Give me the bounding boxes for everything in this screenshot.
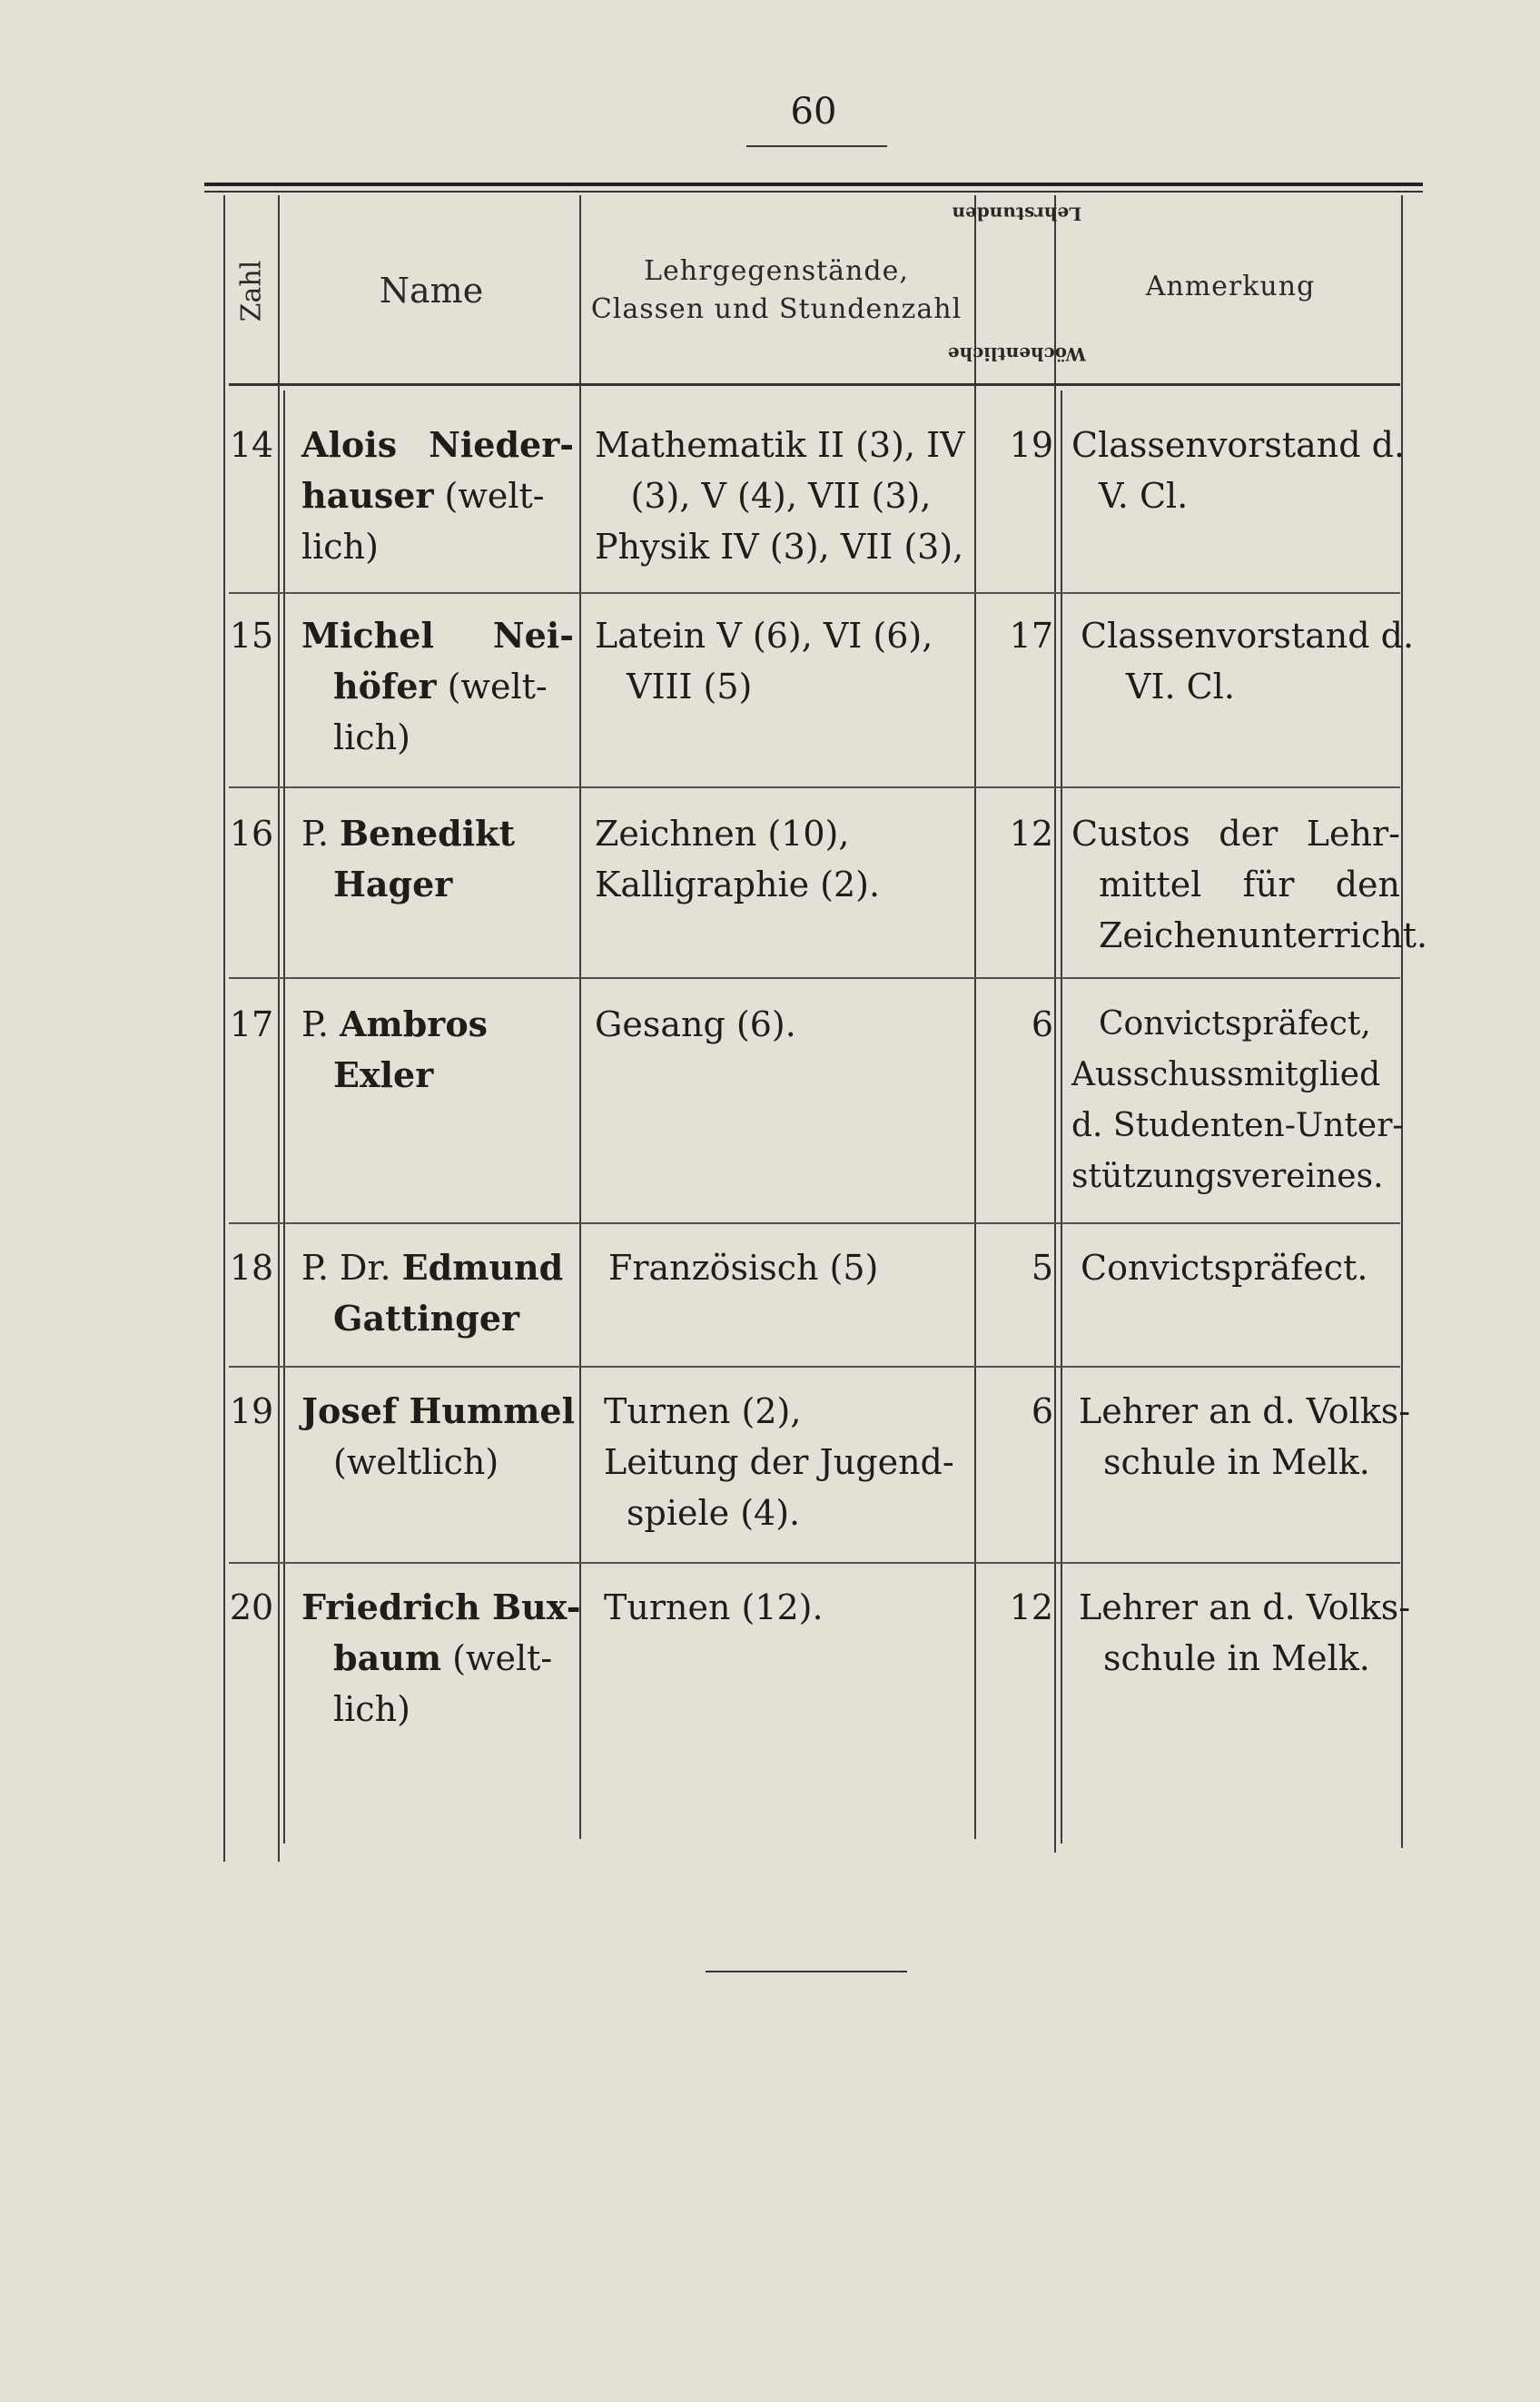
remark [1071,610,1415,712]
weekly-hours: 12 [1009,814,1053,854]
remark-line: Classenvorstand d. [1071,425,1406,465]
column-divider [1054,195,1056,1853]
remark-line: Lehrer an d. Volks- [1079,1391,1411,1431]
subject-line: Zeichnen (10), [595,814,850,854]
name-line: hauser (welt- [301,475,545,516]
name-line: Josef Hummel [301,1390,576,1431]
remark-line: d. Studenten-Unter- [1071,1107,1404,1144]
teacher-name [301,610,574,763]
remark-line: stützungsvereines. [1071,1158,1384,1195]
remark-line: Custos der Lehr- [1071,814,1400,854]
remark [1071,1582,1411,1684]
remark-line: Ausschussmitglied [1071,1056,1381,1093]
name-line: lich) [301,527,379,567]
weekly-hours: 12 [1009,1587,1053,1627]
weekly-hours: 6 [1031,1004,1053,1044]
subject-line: Physik IV (3), VII (3), [595,527,964,567]
row-number: 16 [229,814,274,854]
name-line: Gattinger [333,1298,520,1339]
subjects [595,808,967,910]
name-line: Friedrich Bux- [301,1587,581,1627]
name-line: Hager [333,864,453,904]
header-zahl [229,209,274,372]
subjects [595,1242,967,1293]
name-line: P. Benedikt [301,813,516,854]
name-line: Exler [333,1054,434,1095]
teacher-name [301,1386,574,1488]
name-line: lich) [333,717,410,757]
subject-line: Turnen (2), [604,1391,802,1431]
remark-line: schule in Melk. [1103,1442,1370,1482]
section-end-rule [706,1971,907,1972]
name-line: P. Ambros [301,1003,489,1044]
name-line: Alois Nieder- [301,424,574,465]
remark [1071,420,1407,521]
header-lehrstunden [947,200,1087,372]
remark-line: Convictspräfect. [1081,1248,1368,1288]
weekly-hours: 6 [1031,1391,1053,1431]
weekly-hours: 17 [1009,616,1053,656]
header-woch-line: Wöchentliche [947,342,1087,365]
header-woch-line: Lehrstunden [952,203,1082,225]
remark-line: mittel für den [1099,865,1400,904]
header-anmerkung: Anmerkung [1145,270,1316,302]
subjects [595,610,967,712]
subject-line: Gesang (6). [595,1004,796,1044]
row-separator [229,786,1400,788]
row-number: 18 [229,1248,274,1288]
header-zahl-label: Zahl [235,260,268,321]
remark-line: Convictspräfect, [1099,1005,1371,1043]
page-number-rule [746,145,887,147]
teacher-name [301,999,574,1101]
row-number: 17 [229,1004,274,1044]
column-divider [1061,390,1062,1844]
name-line: P. Dr. Edmund [301,1247,564,1288]
remark-line: Lehrer an d. Volks- [1079,1587,1411,1627]
remark-line: Zeichenunterricht. [1099,915,1428,955]
header-lehrgegenstaende [581,209,972,372]
teacher-name [301,1242,574,1344]
remark [1071,999,1407,1202]
table-top-rule [204,183,1423,186]
name-line: höfer (welt- [333,666,548,707]
row-separator [229,1222,1400,1224]
teacher-name [301,1582,581,1735]
subject-line: Latein V (6), VI (6), [595,616,933,656]
subject-line: Französisch (5) [608,1248,879,1288]
row-number: 20 [229,1587,274,1627]
subjects [595,420,967,572]
remark-line: schule in Melk. [1103,1638,1370,1678]
column-divider [278,195,280,1862]
subject-line: (3), V (4), VII (3), [630,476,932,516]
row-separator [229,1562,1400,1564]
header-lehr-line: Lehrgegenstände, [644,255,909,287]
subject-line: Leitung der Jugend- [604,1442,954,1482]
teacher-name [301,808,574,910]
subject-line: Kalligraphie (2). [595,865,881,904]
column-divider [283,390,285,1844]
weekly-hours: 5 [1031,1248,1053,1288]
subjects [595,1386,967,1538]
subject-line: VIII (5) [627,667,753,707]
column-divider [223,195,225,1862]
remark [1071,808,1428,961]
name-line: Michel Nei- [301,615,574,656]
row-number: 19 [229,1391,274,1431]
teacher-name [301,420,574,572]
remark-line: Classenvorstand d. [1081,616,1415,656]
name-line: baum (welt- [333,1637,553,1678]
row-number: 14 [229,425,274,465]
subjects [595,1582,967,1633]
subject-line: Turnen (12). [604,1587,824,1627]
header-name: Name [379,271,484,311]
remark [1071,1242,1407,1293]
page-number: 60 [790,91,837,133]
subject-line: spiele (4). [627,1493,801,1533]
header-lehr-line: Classen und Stundenzahl [590,293,962,325]
column-divider [974,195,976,1839]
header-rule [229,383,1400,386]
row-separator [229,592,1400,594]
remark-line: VI. Cl. [1126,667,1235,707]
row-separator [229,977,1400,979]
weekly-hours: 19 [1009,425,1053,465]
row-number: 15 [229,616,274,656]
remark [1071,1386,1411,1488]
row-separator [229,1366,1400,1368]
table-top-rule-thin [204,191,1423,193]
remark-line: V. Cl. [1099,476,1189,516]
subjects [595,999,967,1050]
name-line: lich) [333,1689,410,1729]
name-line: (weltlich) [333,1442,499,1482]
subject-line: Mathematik II (3), IV [595,425,965,465]
